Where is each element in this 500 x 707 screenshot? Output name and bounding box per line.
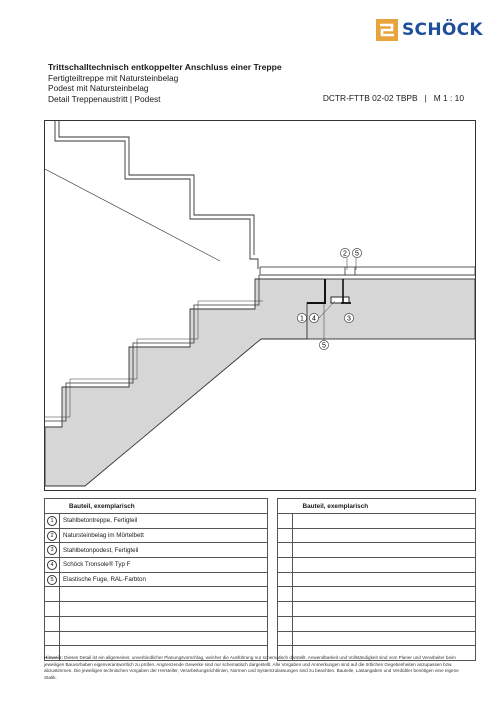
legend-row xyxy=(45,514,476,529)
legend-text: Stahlbetontreppe, Fertigteil xyxy=(60,514,268,529)
drawing-header xyxy=(48,62,464,104)
stair-flight xyxy=(45,275,325,486)
brand-logo xyxy=(376,19,483,41)
note-text: Dieses Detail ist ein allgemeiner, unverbindlicher Planungsvorschlag, welcher die Ausführung nur schematisch darstellt. Anwendbarkeit und Vollständigkeit sind vom Planer und Verarbeiter beim jeweiligen Bauvorhaben eigenverantwortlich zu prüfen. Angrenzende Gewerke sind nur schematisch dargestellt. Alle Vorgaben und Anmerkungen sind auf die örtlichen Gegebenheiten anzupassen bzw. abzustimmen. Die jeweiligen technischen Vorgaben der Hersteller, Verarbeitungsrichtlinien, Normen und Systemzulassungen sind zu beachten. Bauteile, Lastangaben und Verdübler benötigen eine eigene Statik. xyxy=(44,655,459,680)
legend-text: Schöck Tronsole® Typ F xyxy=(60,558,268,573)
legend-text: Natursteinbelag im Mörtelbett xyxy=(60,528,268,543)
legend-row-empty xyxy=(45,587,476,602)
callout-2: 2 xyxy=(343,250,347,258)
legend-number: 1 xyxy=(47,516,57,526)
legend-header-right: Bauteil, exemplarisch xyxy=(278,499,476,514)
legend-table xyxy=(44,498,476,661)
legend-row-empty xyxy=(45,616,476,631)
schoeck-logo-icon xyxy=(376,19,398,41)
legend-text: Stahlbetonpodest, Fertigteil xyxy=(60,543,268,558)
legend-header-left: Bauteil, exemplarisch xyxy=(45,499,268,514)
callout-1: 1 xyxy=(300,315,304,323)
drawing-title: Trittschalltechnisch entkoppelter Anschluss einer Treppe xyxy=(48,62,282,72)
upper-stair-outline xyxy=(45,121,258,269)
callout-3: 3 xyxy=(347,315,351,323)
brand-name: SCHÖCK xyxy=(402,20,483,40)
disclaimer-note xyxy=(44,655,472,681)
legend-row xyxy=(45,572,476,587)
callout-4: 4 xyxy=(312,315,316,323)
legend-number: 3 xyxy=(47,545,57,555)
drawing-reference: DCTR-FTTB 02-02 TBPB | M 1 : 10 xyxy=(322,93,464,103)
legend-number: 2 xyxy=(47,531,57,541)
legend-number: 4 xyxy=(47,560,57,570)
legend-header-row xyxy=(45,499,476,514)
legend-row xyxy=(45,528,476,543)
subtitle-line-2: Podest mit Natursteinbelag xyxy=(48,83,149,94)
subtitle-line-3: Detail Treppenaustritt | Podest xyxy=(48,93,161,104)
legend-row xyxy=(45,558,476,573)
legend-text: Elastische Fuge, RAL-Farbton xyxy=(60,572,268,587)
legend-row xyxy=(45,543,476,558)
callout-5-bottom: 5 xyxy=(322,342,326,350)
legend-number: 5 xyxy=(47,575,57,585)
note-label: Hinweis: xyxy=(44,655,63,660)
legend-row-empty xyxy=(45,631,476,646)
stair-section-diagram xyxy=(45,121,475,490)
legend-row-empty xyxy=(45,602,476,617)
technical-drawing xyxy=(44,120,476,491)
subtitle-line-1: Fertigteiltreppe mit Natursteinbelag xyxy=(48,73,179,83)
callout-5-top: 5 xyxy=(355,250,359,258)
